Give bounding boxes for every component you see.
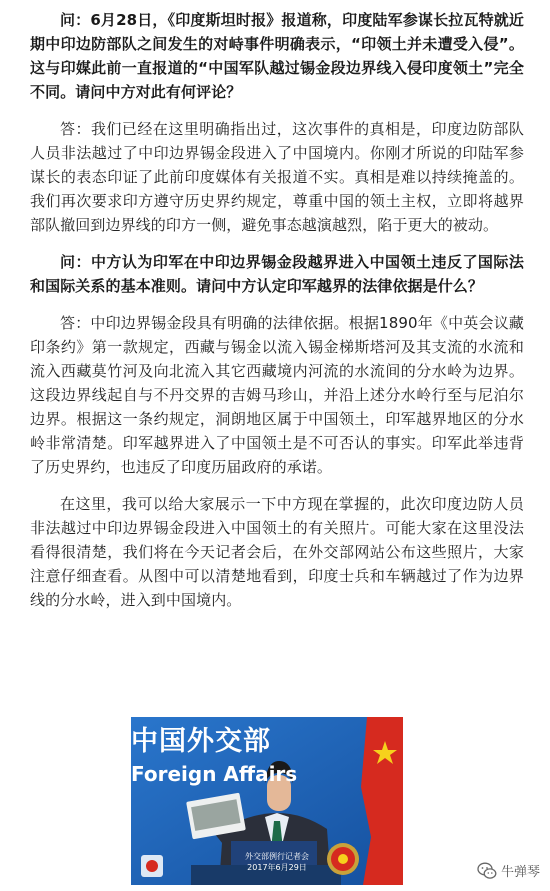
press-conference-photo xyxy=(131,717,403,885)
question-paragraph-2: 问：中方认为印军在中印边界锡金段越界进入中国领土违反了国际法和国际关系的基本准则。请问中方认定印军越界的法律依据是什么？ xyxy=(30,253,524,295)
caption-line-1: 外交部例行记者会 xyxy=(245,852,309,861)
answer-paragraph-1: 答：我们已经在这里明确指出过，这次事件的真相是，印度边防部队人员非法越过了中印边界锡金段进入了中国境内。你刚才所说的印陆军参谋长的表态印证了此前印度媒体有关报道不实。真相是难以持续掩盖的。我们再次要求印方遵守历史界约规定，尊重中国的领土主权，立即将越界部队撤回到边界线的印方一侧，避免事态越演越烈，陷于更大的被动。 xyxy=(30,120,524,234)
question-paragraph-1: 问：6月28日，《印度斯坦时报》报道称，印度陆军参谋长拉瓦特就近期中印边防部队之间发生的对峙事件明确表示，“印领土并未遭受入侵”。这与印媒此前一直报道的“中国军队越过锡金段边界线入侵印度领土”完全不同。请问中方对此有何评论？ xyxy=(30,11,524,101)
answer-paragraph-3: 在这里，我可以给大家展示一下中方现在掌握的，此次印度边防人员非法越过中印边界锡金段进入中国领土的有关照片。可能大家在这里没法看得很清楚，我们将在今天记者会后，在外交部网站公布这些照片，大家注意仔细查看。从图中可以清楚地看到，印度士兵和车辆越过了作为边界线的分水岭，进入到中国境内。 xyxy=(30,495,524,609)
photo-caption xyxy=(221,851,333,873)
wechat-icon xyxy=(477,862,497,880)
watermark-text: 牛弹琴 xyxy=(500,865,540,880)
banner-english-title: Foreign Affairs xyxy=(131,762,298,786)
logo-icon xyxy=(141,855,163,877)
banner-chinese-title: 中国外交部 xyxy=(131,726,271,757)
flag-icon xyxy=(361,717,403,885)
caption-line-2: 2017年6月29日 xyxy=(247,863,307,872)
answer-paragraph-2: 答：中印边界锡金段具有明确的法律依据。根据1890年《中英会议藏印条约》第一款规定，西藏与锡金以流入锡金梯斯塔河及其支流的水流和流入西藏莫竹河及向北流入其它西藏境内河流的水流间的分水岭为边界。这段边界线起自与不丹交界的吉姆马珍山，并沿上述分水岭行至与尼泊尔边界。根据这一条约规定，洞朗地区属于中国领土，印军越界地区的分水岭非常清楚。印军越界进入了中国领土是不可否认的事实。印军此举违背了历史界约，也违反了印度历届政府的承诺。 xyxy=(30,314,524,476)
watermark xyxy=(477,861,540,880)
article-body xyxy=(30,8,524,625)
